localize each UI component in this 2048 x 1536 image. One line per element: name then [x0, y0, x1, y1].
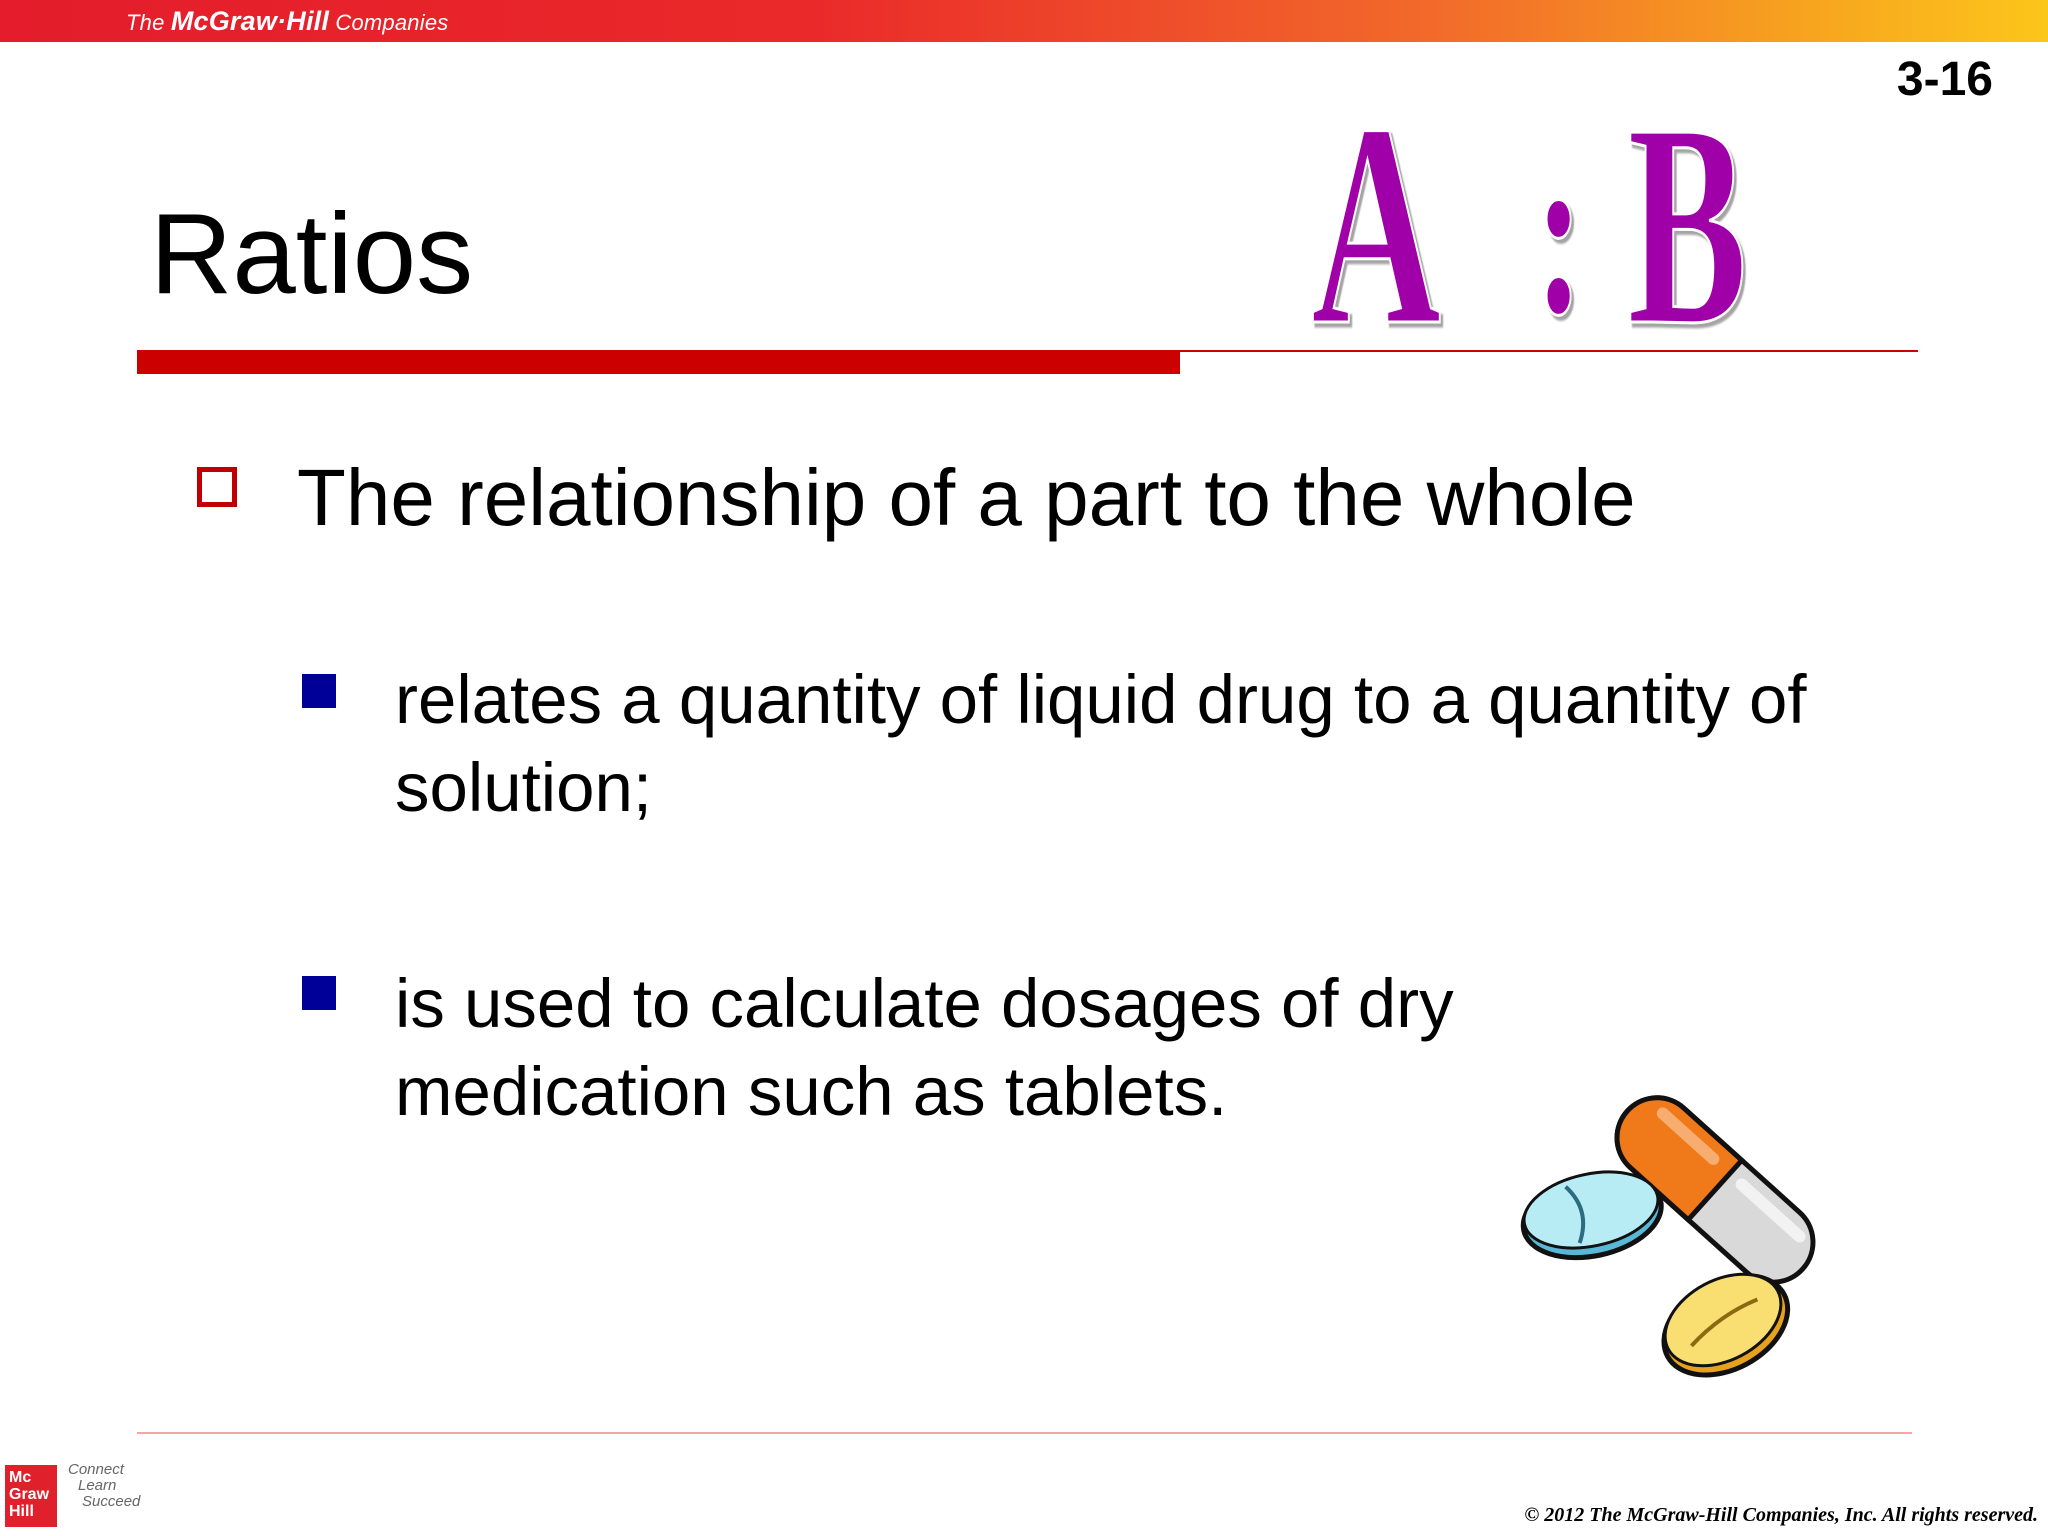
logo-line: Mc	[9, 1469, 32, 1486]
ratio-letter-b: B	[1627, 90, 1748, 330]
brand-name: McGraw·Hill	[170, 6, 330, 36]
hollow-square-bullet-icon	[197, 467, 237, 507]
logo-line: Graw	[9, 1486, 50, 1503]
ratio-colon: :	[1534, 99, 1584, 330]
main-point: The relationship of a part to the whole	[297, 453, 1636, 542]
brand-wordmark	[126, 6, 448, 37]
slide-number: 3-16	[1896, 53, 1993, 106]
tagline-learn: Learn	[78, 1477, 117, 1494]
publisher-tagline	[68, 1462, 140, 1510]
tagline-connect: Connect	[68, 1461, 124, 1478]
pills-clipart-icon	[1515, 1070, 1835, 1380]
publisher-logo	[5, 1465, 57, 1527]
filled-square-bullet-icon	[302, 976, 336, 1010]
logo-line: Hill	[9, 1503, 34, 1520]
sub-point-1: relates a quantity of liquid drug to a quantity of solution;	[395, 661, 1807, 826]
ratio-letter-a: A	[1311, 90, 1442, 330]
brand-header-bar	[0, 0, 2048, 42]
slide-title: Ratios	[150, 191, 474, 318]
title-underline-thick	[137, 350, 1180, 374]
ratio-graphic	[1305, 90, 1790, 330]
brand-suffix: Companies	[335, 10, 449, 35]
brand-prefix: The	[126, 10, 165, 35]
title-underline-thin	[1180, 350, 1918, 352]
filled-square-bullet-icon	[302, 674, 336, 708]
tagline-succeed: Succeed	[82, 1493, 141, 1510]
footer-divider	[137, 1432, 1912, 1434]
copyright-notice: © 2012 The McGraw-Hill Companies, Inc. All rights reserved.	[1524, 1504, 2038, 1526]
sub-point-2: is used to calculate dosages of dry medication such as tablets.	[395, 965, 1454, 1130]
